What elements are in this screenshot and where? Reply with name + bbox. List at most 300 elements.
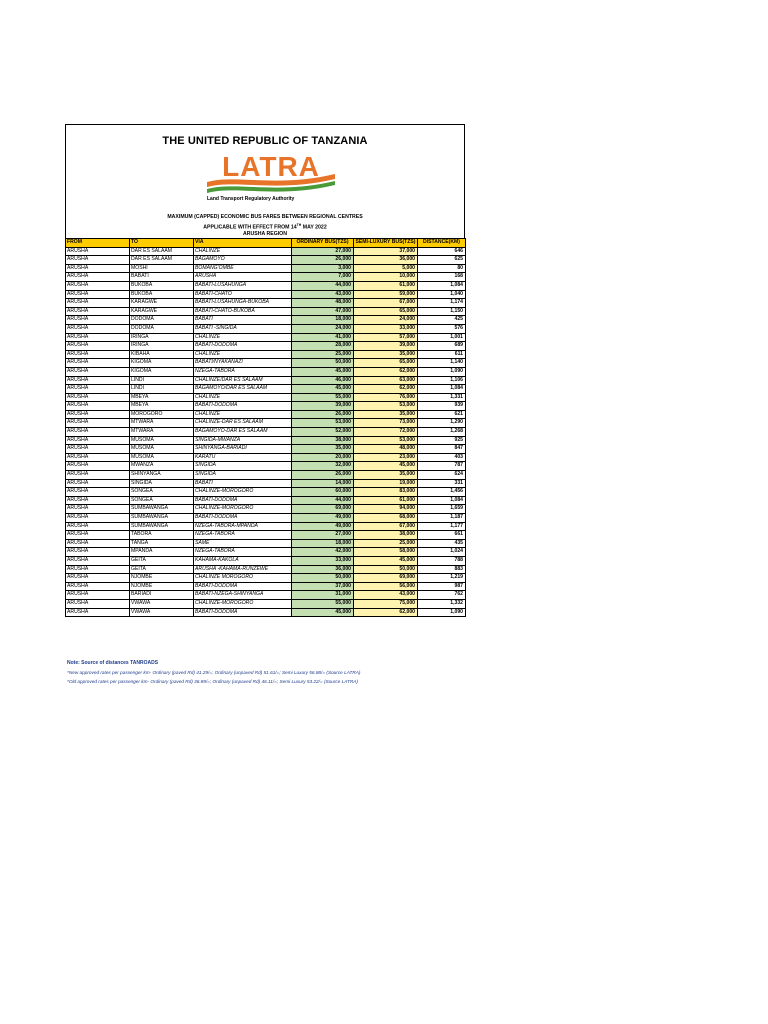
table-row xyxy=(66,488,466,497)
cell-via: CHALINZE/DAR ES SALAAM xyxy=(194,376,292,385)
country-title: THE UNITED REPUBLIC OF TANZANIA xyxy=(162,135,368,147)
cell-semi-luxury: 65,000 xyxy=(354,359,418,368)
table-row xyxy=(66,350,466,359)
cell-distance: 939 xyxy=(418,402,466,411)
cell-from: ARUSHA xyxy=(66,539,130,548)
cell-distance: 611 xyxy=(418,350,466,359)
cell-from: ARUSHA xyxy=(66,342,130,351)
cell-via: BABATI-CHATO-BUKOBA xyxy=(194,307,292,316)
cell-via: SAME xyxy=(194,539,292,548)
cell-via: CHALINZE xyxy=(194,393,292,402)
logo-text: LATRA xyxy=(222,152,320,182)
cell-ordinary: 52,000 xyxy=(292,428,354,437)
cell-semi-luxury: 59,000 xyxy=(354,290,418,299)
table-row xyxy=(66,385,466,394)
table-row xyxy=(66,273,466,282)
cell-distance: 331 xyxy=(418,479,466,488)
cell-semi-luxury: 45,000 xyxy=(354,556,418,565)
cell-ordinary: 45,000 xyxy=(292,608,354,617)
cell-ordinary: 38,000 xyxy=(292,436,354,445)
cell-distance: 168 xyxy=(418,273,466,282)
cell-semi-luxury: 50,000 xyxy=(354,565,418,574)
cell-via: BABATI-LUSAHUNGA-BUKOBA xyxy=(194,299,292,308)
cell-to: KIBAHA xyxy=(130,350,194,359)
note-source: Note: Source of distances TANROADS xyxy=(67,660,159,666)
cell-ordinary: 49,000 xyxy=(292,522,354,531)
cell-from: ARUSHA xyxy=(66,548,130,557)
cell-distance: 576 xyxy=(418,324,466,333)
cell-semi-luxury: 35,000 xyxy=(354,410,418,419)
cell-semi-luxury: 65,000 xyxy=(354,307,418,316)
table-row xyxy=(66,402,466,411)
cell-ordinary: 18,000 xyxy=(292,539,354,548)
cell-from: ARUSHA xyxy=(66,445,130,454)
effective-date xyxy=(66,223,464,231)
cell-from: ARUSHA xyxy=(66,453,130,462)
cell-via: BABATI-LUSAHUNGA xyxy=(194,281,292,290)
cell-ordinary: 53,000 xyxy=(292,419,354,428)
cell-via: CHALINZE xyxy=(194,410,292,419)
cell-via: BABATI-NZEGA-SHINYANGA xyxy=(194,591,292,600)
cell-to: KIGOMA xyxy=(130,367,194,376)
cell-via: BABATI-DODOMA xyxy=(194,582,292,591)
cell-to: MTWARA xyxy=(130,428,194,437)
cell-distance: 1,024 xyxy=(418,548,466,557)
cell-via: BABATI-DODOMA xyxy=(194,608,292,617)
cell-semi-luxury: 62,000 xyxy=(354,608,418,617)
cell-ordinary: 46,000 xyxy=(292,376,354,385)
cell-semi-luxury: 19,000 xyxy=(354,479,418,488)
cell-via: BABATI-DODOMA xyxy=(194,342,292,351)
cell-to: DAR ES SALAAM xyxy=(130,247,194,256)
table-row xyxy=(66,574,466,583)
cell-to: KARAGWE xyxy=(130,299,194,308)
cell-distance: 925 xyxy=(418,436,466,445)
cell-ordinary: 48,000 xyxy=(292,299,354,308)
cell-to: DODOMA xyxy=(130,316,194,325)
cell-semi-luxury: 24,000 xyxy=(354,316,418,325)
cell-via: BABATI-CHATO xyxy=(194,290,292,299)
cell-distance: 621 xyxy=(418,410,466,419)
table-row xyxy=(66,367,466,376)
cell-ordinary: 45,000 xyxy=(292,367,354,376)
note-old-rates: *Old approved rates per passenger km- Ordinary (paved Rd) 36.89/=; Ordinary (unpaved Rd) 46.11/=; Semi Luxury 53.22/= (Source LATRA) xyxy=(67,679,358,684)
cell-ordinary: 18,000 xyxy=(292,316,354,325)
table-row xyxy=(66,496,466,505)
cell-from: ARUSHA xyxy=(66,531,130,540)
cell-from: ARUSHA xyxy=(66,264,130,273)
cell-ordinary: 37,000 xyxy=(292,582,354,591)
col-distance: DISTANCE(KM) xyxy=(418,239,466,248)
cell-via: BABATI/NYAKANAZI xyxy=(194,359,292,368)
cell-from: ARUSHA xyxy=(66,556,130,565)
cell-from: ARUSHA xyxy=(66,402,130,411)
table-row xyxy=(66,324,466,333)
cell-distance: 403 xyxy=(418,453,466,462)
cell-semi-luxury: 67,000 xyxy=(354,522,418,531)
table-row xyxy=(66,307,466,316)
cell-ordinary: 42,000 xyxy=(292,548,354,557)
region-title: ARUSHA REGION xyxy=(243,231,287,237)
effective-date-suffix: MAY 2022 xyxy=(301,224,327,231)
cell-from: ARUSHA xyxy=(66,307,130,316)
table-row xyxy=(66,565,466,574)
table-row xyxy=(66,608,466,617)
cell-ordinary: 28,000 xyxy=(292,342,354,351)
cell-to: SUMBAWANGA xyxy=(130,522,194,531)
cell-to: MWANZA xyxy=(130,462,194,471)
notes xyxy=(67,660,487,684)
cell-to: VWAWA xyxy=(130,599,194,608)
table-row xyxy=(66,453,466,462)
table-row xyxy=(66,333,466,342)
table-row xyxy=(66,599,466,608)
cell-from: ARUSHA xyxy=(66,479,130,488)
cell-from: ARUSHA xyxy=(66,471,130,480)
cell-from: ARUSHA xyxy=(66,376,130,385)
cell-semi-luxury: 35,000 xyxy=(354,350,418,359)
cell-semi-luxury: 57,000 xyxy=(354,333,418,342)
cell-distance: 762 xyxy=(418,591,466,600)
cell-from: ARUSHA xyxy=(66,436,130,445)
latra-logo-icon xyxy=(207,152,335,200)
cell-from: ARUSHA xyxy=(66,496,130,505)
table-row xyxy=(66,531,466,540)
cell-distance: 1,174 xyxy=(418,299,466,308)
cell-from: ARUSHA xyxy=(66,393,130,402)
cell-from: ARUSHA xyxy=(66,333,130,342)
table-row xyxy=(66,436,466,445)
cell-distance: 435 xyxy=(418,539,466,548)
cell-semi-luxury: 43,000 xyxy=(354,591,418,600)
cell-semi-luxury: 61,000 xyxy=(354,281,418,290)
cell-ordinary: 43,000 xyxy=(292,290,354,299)
cell-from: ARUSHA xyxy=(66,299,130,308)
cell-to: KARAGWE xyxy=(130,307,194,316)
cell-semi-luxury: 37,000 xyxy=(354,247,418,256)
cell-ordinary: 26,000 xyxy=(292,410,354,419)
cell-from: ARUSHA xyxy=(66,316,130,325)
cell-ordinary: 26,000 xyxy=(292,256,354,265)
note-new-rates: *New approved rates per passenger km- Ordinary (paved Rd) 41.29/=; Ordinary (unpaved Rd) 51.61/=; Semi Luxury 56.88/= (Source LATRA) xyxy=(67,670,361,675)
cell-distance: 1,219 xyxy=(418,574,466,583)
cell-distance: 1,084 xyxy=(418,385,466,394)
table-row xyxy=(66,342,466,351)
cell-to: LINDI xyxy=(130,376,194,385)
cell-to: BUKOBA xyxy=(130,290,194,299)
cell-ordinary: 36,000 xyxy=(292,565,354,574)
cell-via: BOMANG'OMBE xyxy=(194,264,292,273)
cell-via: CHALINZE-MOROGORO xyxy=(194,599,292,608)
cell-via: CHALINZE xyxy=(194,247,292,256)
cell-via: ARUSHA -KAHAMA-RUNZEWE xyxy=(194,565,292,574)
cell-via: CHALINZE xyxy=(194,333,292,342)
cell-via: BABATI xyxy=(194,316,292,325)
effective-date-prefix: APPLICABLE WITH EFFECT FROM 14 xyxy=(203,224,297,231)
cell-semi-luxury: 58,000 xyxy=(354,548,418,557)
cell-ordinary: 69,000 xyxy=(292,505,354,514)
cell-to: TANGA xyxy=(130,539,194,548)
cell-to: IRINGA xyxy=(130,342,194,351)
cell-to: SINGIDA xyxy=(130,479,194,488)
cell-distance: 1,040 xyxy=(418,290,466,299)
cell-via: CHALINZE-DAR ES SALAAM xyxy=(194,419,292,428)
cell-distance: 425 xyxy=(418,316,466,325)
cell-from: ARUSHA xyxy=(66,514,130,523)
table-row xyxy=(66,264,466,273)
cell-to: BARIADI xyxy=(130,591,194,600)
cell-to: MOSHI xyxy=(130,264,194,273)
date-suffix: TH xyxy=(296,223,302,227)
cell-ordinary: 32,000 xyxy=(292,462,354,471)
cell-distance: 80 xyxy=(418,264,466,273)
cell-distance: 1,268 xyxy=(418,428,466,437)
cell-via: BABATI-DODOMA xyxy=(194,496,292,505)
cell-via: SINGIDA-MWANZA xyxy=(194,436,292,445)
cell-from: ARUSHA xyxy=(66,273,130,282)
cell-from: ARUSHA xyxy=(66,410,130,419)
table-row xyxy=(66,539,466,548)
cell-from: ARUSHA xyxy=(66,488,130,497)
cell-via: BAGAMOYO/DAR ES SALAAM xyxy=(194,385,292,394)
cell-from: ARUSHA xyxy=(66,247,130,256)
col-from: FROM xyxy=(66,239,130,248)
cell-ordinary: 31,000 xyxy=(292,591,354,600)
cell-semi-luxury: 62,000 xyxy=(354,385,418,394)
cell-to: MTWARA xyxy=(130,419,194,428)
cell-to: SUMBAWANGA xyxy=(130,505,194,514)
cell-to: DAR ES SALAAM xyxy=(130,256,194,265)
cell-distance: 1,106 xyxy=(418,376,466,385)
cell-distance: 661 xyxy=(418,531,466,540)
cell-from: ARUSHA xyxy=(66,522,130,531)
cell-distance: 624 xyxy=(418,471,466,480)
cell-ordinary: 14,000 xyxy=(292,479,354,488)
table-row xyxy=(66,393,466,402)
table-row xyxy=(66,462,466,471)
cell-semi-luxury: 75,000 xyxy=(354,599,418,608)
cell-semi-luxury: 23,000 xyxy=(354,453,418,462)
cell-ordinary: 44,000 xyxy=(292,281,354,290)
cell-semi-luxury: 61,000 xyxy=(354,496,418,505)
cell-ordinary: 7,000 xyxy=(292,273,354,282)
table-row xyxy=(66,522,466,531)
table-row xyxy=(66,591,466,600)
cell-distance: 987 xyxy=(418,582,466,591)
cell-via: CHALINZE xyxy=(194,350,292,359)
table-row xyxy=(66,247,466,256)
cell-semi-luxury: 45,000 xyxy=(354,462,418,471)
cell-via: BABATI-DODOMA xyxy=(194,514,292,523)
cell-semi-luxury: 33,000 xyxy=(354,324,418,333)
cell-semi-luxury: 72,000 xyxy=(354,428,418,437)
cell-to: NJOMBE xyxy=(130,582,194,591)
col-via: VIA xyxy=(194,239,292,248)
cell-ordinary: 27,000 xyxy=(292,531,354,540)
cell-distance: 1,331 xyxy=(418,393,466,402)
cell-via: SINGIDA xyxy=(194,462,292,471)
cell-to: MUSOMA xyxy=(130,453,194,462)
cell-ordinary: 3,000 xyxy=(292,264,354,273)
cell-distance: 1,290 xyxy=(418,419,466,428)
cell-ordinary: 26,000 xyxy=(292,471,354,480)
cell-semi-luxury: 39,000 xyxy=(354,342,418,351)
cell-distance: 1,659 xyxy=(418,505,466,514)
cell-to: GEITA xyxy=(130,556,194,565)
cell-ordinary: 24,000 xyxy=(292,324,354,333)
cell-from: ARUSHA xyxy=(66,367,130,376)
cell-ordinary: 20,000 xyxy=(292,453,354,462)
cell-via: BAGAMOYO xyxy=(194,256,292,265)
cell-distance: 1,140 xyxy=(418,359,466,368)
cell-semi-luxury: 56,000 xyxy=(354,582,418,591)
cell-from: ARUSHA xyxy=(66,608,130,617)
table-header-row xyxy=(66,239,466,248)
cell-from: ARUSHA xyxy=(66,419,130,428)
cell-to: BUKOBA xyxy=(130,281,194,290)
cell-via: NZEGA-TABORA xyxy=(194,531,292,540)
cell-to: BABATI xyxy=(130,273,194,282)
cell-via: NZEGA-TABORA xyxy=(194,548,292,557)
cell-ordinary: 33,000 xyxy=(292,556,354,565)
cell-ordinary: 55,000 xyxy=(292,599,354,608)
cell-distance: 788 xyxy=(418,556,466,565)
cell-ordinary: 49,000 xyxy=(292,514,354,523)
cell-distance: 1,084 xyxy=(418,496,466,505)
table-row xyxy=(66,505,466,514)
cell-to: MPANDA xyxy=(130,548,194,557)
cell-via: ARUSHA xyxy=(194,273,292,282)
cell-via: BAGAMOYO-DAR ES SALAAM xyxy=(194,428,292,437)
table-row xyxy=(66,428,466,437)
fare-table-body xyxy=(66,247,466,617)
table-row xyxy=(66,479,466,488)
cell-semi-luxury: 36,000 xyxy=(354,256,418,265)
cell-via: KARATU xyxy=(194,453,292,462)
cell-to: MBEYA xyxy=(130,393,194,402)
cell-distance: 847 xyxy=(418,445,466,454)
cell-ordinary: 47,000 xyxy=(292,307,354,316)
cell-via: NZEGA-TABORA xyxy=(194,367,292,376)
cell-distance: 1,187 xyxy=(418,514,466,523)
cell-via: BABATI xyxy=(194,479,292,488)
cell-ordinary: 50,000 xyxy=(292,574,354,583)
cell-from: ARUSHA xyxy=(66,324,130,333)
cell-semi-luxury: 94,000 xyxy=(354,505,418,514)
cell-from: ARUSHA xyxy=(66,591,130,600)
cell-via: CHALINZE MOROGORO xyxy=(194,574,292,583)
cell-semi-luxury: 68,000 xyxy=(354,514,418,523)
cell-via: BABATI-DODOMA xyxy=(194,402,292,411)
cell-semi-luxury: 25,000 xyxy=(354,539,418,548)
cell-ordinary: 50,000 xyxy=(292,359,354,368)
cell-distance: 1,001 xyxy=(418,333,466,342)
cell-from: ARUSHA xyxy=(66,256,130,265)
cell-semi-luxury: 76,000 xyxy=(354,393,418,402)
cell-to: SONGEA xyxy=(130,496,194,505)
cell-via: SINGIDA xyxy=(194,471,292,480)
cell-distance: 625 xyxy=(418,256,466,265)
cell-semi-luxury: 10,000 xyxy=(354,273,418,282)
cell-from: ARUSHA xyxy=(66,428,130,437)
cell-to: SHINYANGA xyxy=(130,471,194,480)
cell-semi-luxury: 48,000 xyxy=(354,445,418,454)
document-header xyxy=(65,124,465,238)
cell-to: NJOMBE xyxy=(130,574,194,583)
cell-ordinary: 44,000 xyxy=(292,496,354,505)
cell-distance: 1,177 xyxy=(418,522,466,531)
cell-from: ARUSHA xyxy=(66,350,130,359)
cell-semi-luxury: 62,000 xyxy=(354,367,418,376)
cell-to: VWAWA xyxy=(130,608,194,617)
cell-ordinary: 41,000 xyxy=(292,333,354,342)
cell-distance: 1,150 xyxy=(418,307,466,316)
cell-from: ARUSHA xyxy=(66,505,130,514)
table-row xyxy=(66,359,466,368)
cell-from: ARUSHA xyxy=(66,359,130,368)
cell-to: LINDI xyxy=(130,385,194,394)
table-row xyxy=(66,548,466,557)
cell-from: ARUSHA xyxy=(66,462,130,471)
cell-semi-luxury: 83,000 xyxy=(354,488,418,497)
table-row xyxy=(66,316,466,325)
cell-semi-luxury: 53,000 xyxy=(354,436,418,445)
cell-semi-luxury: 73,000 xyxy=(354,419,418,428)
logo-subtitle: Land Transport Regulatory Authority xyxy=(207,196,295,202)
table-row xyxy=(66,410,466,419)
cell-ordinary: 60,000 xyxy=(292,488,354,497)
cell-distance: 1,456 xyxy=(418,488,466,497)
cell-to: MBEYA xyxy=(130,402,194,411)
cell-from: ARUSHA xyxy=(66,565,130,574)
cell-semi-luxury: 5,000 xyxy=(354,264,418,273)
cell-ordinary: 35,000 xyxy=(292,445,354,454)
cell-from: ARUSHA xyxy=(66,281,130,290)
cell-semi-luxury: 69,000 xyxy=(354,574,418,583)
col-semi-luxury: SEMI-LUXURY BUS(TZS) xyxy=(354,239,418,248)
cell-to: MUSOMA xyxy=(130,436,194,445)
table-row xyxy=(66,445,466,454)
cell-semi-luxury: 38,000 xyxy=(354,531,418,540)
fare-sheet xyxy=(65,124,465,617)
cell-distance: 1,084 xyxy=(418,281,466,290)
cell-via: KAHAMA-KAKOLA xyxy=(194,556,292,565)
cell-semi-luxury: 53,000 xyxy=(354,402,418,411)
cell-from: ARUSHA xyxy=(66,599,130,608)
table-row xyxy=(66,256,466,265)
cell-semi-luxury: 67,000 xyxy=(354,299,418,308)
col-ordinary: ORDINARY BUS(TZS) xyxy=(292,239,354,248)
cell-distance: 689 xyxy=(418,342,466,351)
cell-to: TABORA xyxy=(130,531,194,540)
cell-distance: 1,332 xyxy=(418,599,466,608)
cell-to: DODOMA xyxy=(130,324,194,333)
cell-to: SONGEA xyxy=(130,488,194,497)
table-row xyxy=(66,281,466,290)
cell-ordinary: 55,000 xyxy=(292,393,354,402)
table-row xyxy=(66,582,466,591)
cell-distance: 646 xyxy=(418,247,466,256)
cell-to: KIGOMA xyxy=(130,359,194,368)
cell-from: ARUSHA xyxy=(66,290,130,299)
cell-to: GEITA xyxy=(130,565,194,574)
cell-via: CHALINZE-MOROGORO xyxy=(194,505,292,514)
table-row xyxy=(66,299,466,308)
cell-from: ARUSHA xyxy=(66,574,130,583)
table-row xyxy=(66,376,466,385)
fare-table xyxy=(65,238,466,617)
cell-ordinary: 45,000 xyxy=(292,385,354,394)
